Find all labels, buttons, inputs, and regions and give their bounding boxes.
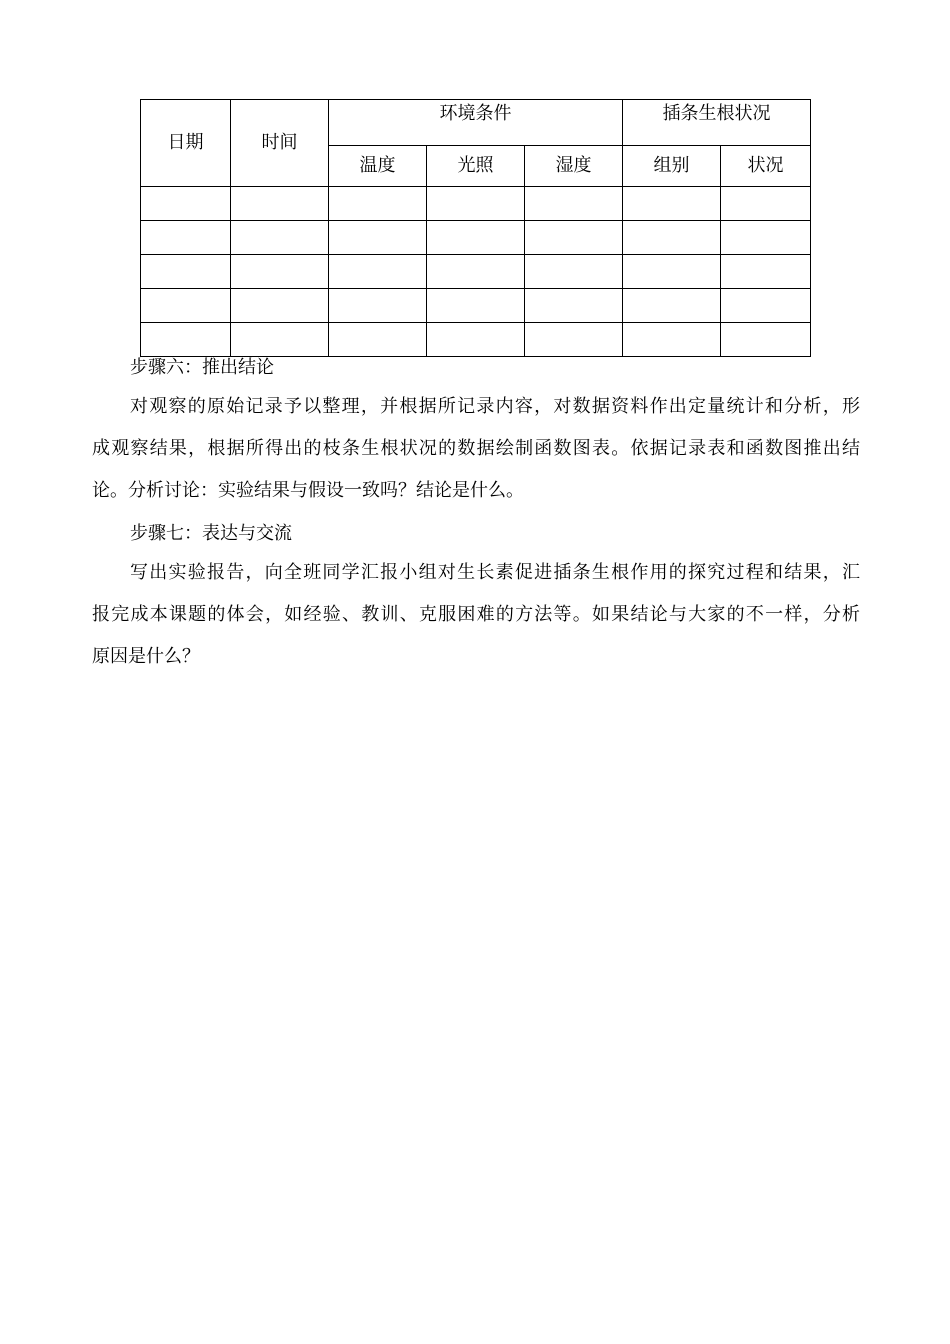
table-cell [525,221,623,255]
table-cell [721,289,811,323]
table-cell [525,323,623,357]
table-row [141,289,811,323]
header-time: 时间 [231,100,329,187]
table-cell [231,221,329,255]
table-cell [231,255,329,289]
table-cell [427,221,525,255]
table-header-row-1 [141,100,811,146]
paragraph-line: 对观察的原始记录予以整理，并根据所记录内容，对数据资料作出定量统计和分析，形 [130,396,860,417]
record-table [140,99,811,357]
table-cell [525,187,623,221]
table-cell [231,289,329,323]
table-cell [141,255,231,289]
table-cell [141,187,231,221]
table-cell [623,323,721,357]
table-cell [427,187,525,221]
step7-paragraph [92,552,860,678]
table-cell [623,255,721,289]
paragraph-line: 写出实验报告，向全班同学汇报小组对生长素促进插条生根作用的探究过程和结果，汇 [130,562,860,583]
paragraph-line: 成观察结果，根据所得出的枝条生根状况的数据绘制函数图表。依据记录表和函数图推出结 [92,438,860,459]
paragraph-line: 论。分析讨论：实验结果与假设一致吗？结论是什么。 [92,480,524,501]
table-cell [427,255,525,289]
table-row [141,255,811,289]
table-cell [329,323,427,357]
step7-heading: 步骤七：表达与交流 [130,523,292,544]
table-cell [721,323,811,357]
step6-paragraph [92,386,860,512]
header-light: 光照 [427,146,525,187]
table-cell [329,255,427,289]
table-cell [141,323,231,357]
table-row [141,221,811,255]
table-cell [623,289,721,323]
table-cell [329,289,427,323]
table-cell [525,289,623,323]
table-row [141,187,811,221]
table-cell [141,221,231,255]
paragraph-line: 报完成本课题的体会，如经验、教训、克服困难的方法等。如果结论与大家的不一样，分析 [92,604,860,625]
table-cell [231,323,329,357]
table-cell [231,187,329,221]
header-status: 状况 [721,146,811,187]
header-humidity: 湿度 [525,146,623,187]
table-cell [427,323,525,357]
table-cell [623,221,721,255]
header-group: 组别 [623,146,721,187]
table-row [141,323,811,357]
paragraph-line: 原因是什么？ [92,646,200,667]
header-rooting-status: 插条生根状况 [623,100,811,146]
header-environment-conditions: 环境条件 [329,100,623,146]
table-cell [721,255,811,289]
table-cell [525,255,623,289]
header-temperature: 温度 [329,146,427,187]
table-cell [721,187,811,221]
table-cell [329,221,427,255]
table-cell [623,187,721,221]
table-cell [329,187,427,221]
table-cell [721,221,811,255]
step6-heading: 步骤六：推出结论 [130,357,274,378]
header-date: 日期 [141,100,231,187]
table-cell [427,289,525,323]
table-cell [141,289,231,323]
